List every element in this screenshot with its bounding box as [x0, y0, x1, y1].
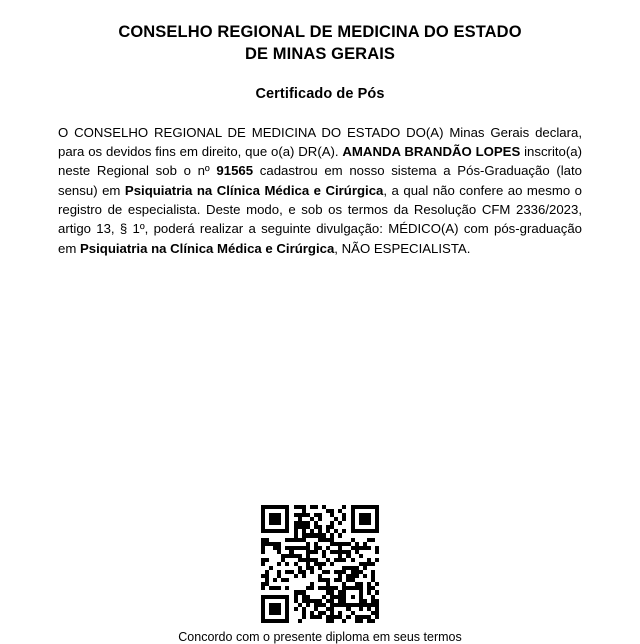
body-segment-2: inscrito(a) neste Regional sob o nº: [58, 143, 582, 179]
course-name: Psiquiatria na Clínica Médica e Cirúrgica: [124, 182, 384, 198]
body-segment-5: , NÃO ESPECIALISTA.: [334, 240, 471, 256]
qr-code[interactable]: [261, 505, 379, 623]
holder-name: AMANDA BRANDÃO LOPES: [342, 143, 521, 159]
certificate-body: [58, 123, 582, 258]
qr-code-container: [0, 505, 640, 623]
course-name-secondary: Psiquiatria na Clínica Médica e Cirúrgica: [79, 240, 335, 256]
page-subtitle: Certificado de Pós: [255, 85, 385, 102]
footer-note: Concordo com o presente diploma em seus termos: [178, 630, 462, 644]
body-segment-4: , a qual não confere ao mesmo o registro de especialista. Deste modo, e sob os termos da Resolução CFM 2336/2023, artigo 13, § 1º, poderá realizar a seguinte divulgação: MÉDICO(A) com pós-graduação em: [58, 182, 582, 256]
body-segment-1: O CONSELHO REGIONAL DE MEDICINA DO ESTADO DO(A) Minas Gerais declara, para os devidos fins em direito, que o(a) DR(A).: [58, 124, 582, 159]
body-segment-3: cadastrou em nosso sistema a Pós-Graduação (lato sensu) em: [58, 163, 582, 198]
page-title-line2: DE MINAS GERAIS: [244, 44, 396, 63]
page-title: [58, 22, 582, 66]
page-title-line1: CONSELHO REGIONAL DE MEDICINA DO ESTADO: [118, 23, 522, 41]
registration-number: 91565: [216, 163, 254, 179]
